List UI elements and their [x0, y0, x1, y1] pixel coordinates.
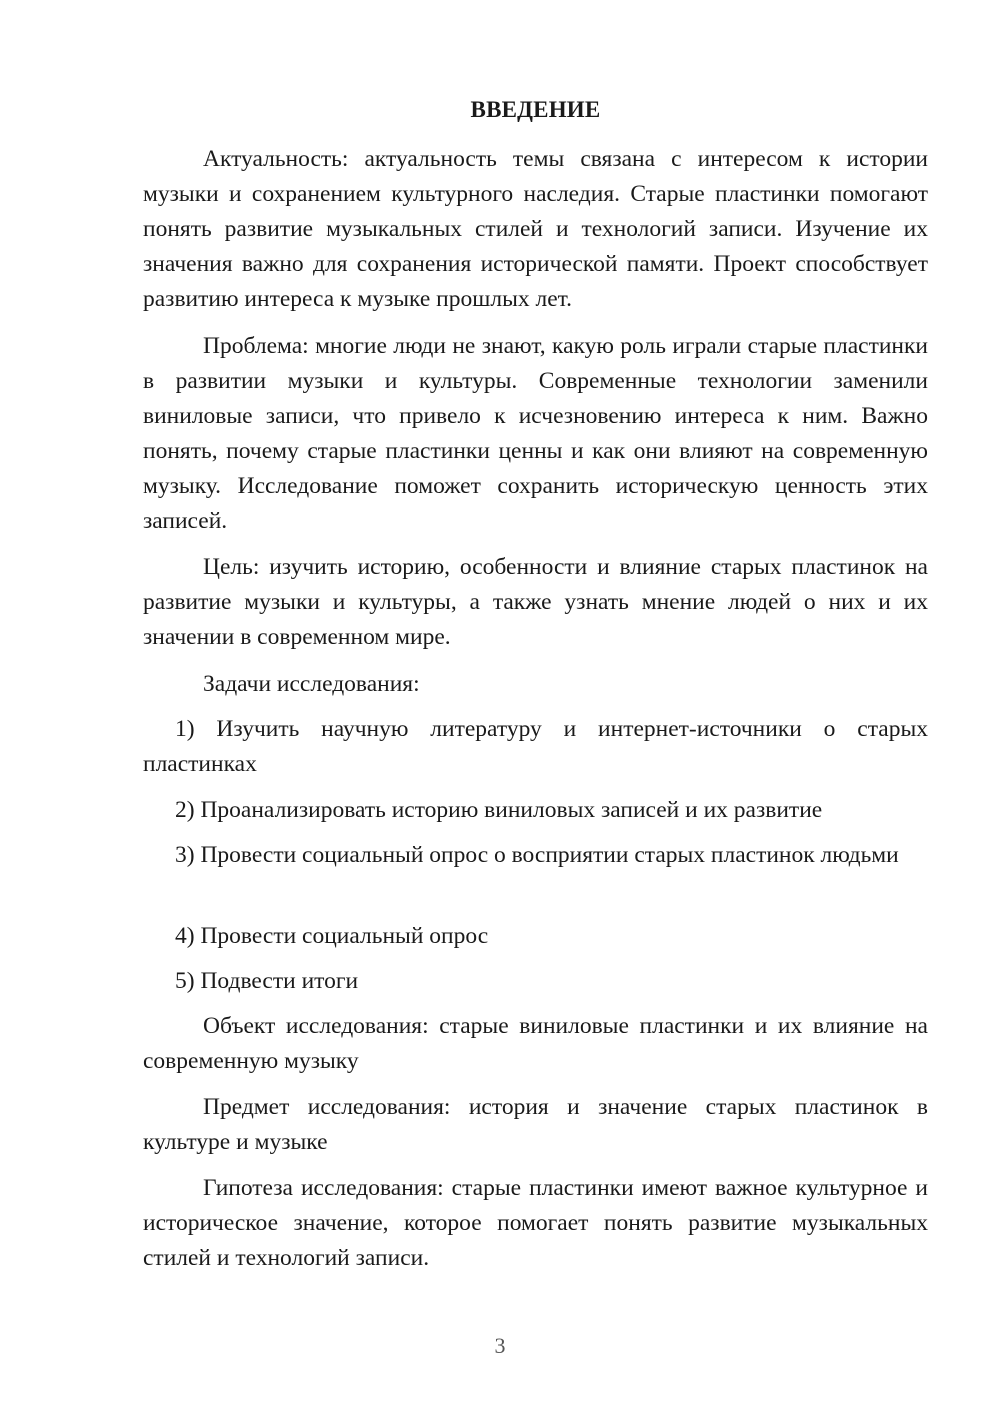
task-item-4: 4) Провести социальный опрос	[175, 923, 489, 949]
page-number: 3	[494, 1333, 506, 1358]
task-item-1: 1) Изучить научную литературу и интернет-источники о старых пластинках	[143, 716, 928, 777]
paragraph-relevance: Актуальность: актуальность темы связана с интересом к истории музыки и сохранением культурного наследия. Старые пластинки помогают понять развитие музыкальных стилей и технологий записи. Изучение их значения важно для сохранения исторической памяти. Проект способствует развитию интереса к музыке прошлых лет.	[143, 146, 928, 312]
page-title: ВВЕДЕНИЕ	[470, 97, 601, 122]
task-item-2: 2) Проанализировать историю виниловых записей и их развитие	[175, 797, 823, 823]
paragraph-goal: Цель: изучить историю, особенности и влияние старых пластинок на развитие музыки и культуры, а также узнать мнение людей о них и их значении в современном мире.	[143, 554, 928, 650]
paragraph-problem: Проблема: многие люди не знают, какую роль играли старые пластинки в развитии музыки и культуры. Современные технологии заменили виниловые записи, что привело к исчезновению интереса к ним. Важно понять, почему старые пластинки ценны и как они влияют на современную музыку. Исследование поможет сохранить историческую ценность этих записей.	[143, 333, 928, 534]
paragraph-object: Объект исследования: старые виниловые пластинки и их влияние на современную музыку	[143, 1013, 928, 1074]
tasks-heading: Задачи исследования:	[203, 671, 420, 697]
task-item-3: 3) Провести социальный опрос о восприятии старых пластинок людьми	[175, 842, 899, 868]
paragraph-hypothesis: Гипотеза исследования: старые пластинки имеют важное культурное и историческое значение, которое помогает понять развитие музыкальных стилей и технологий записи.	[143, 1175, 928, 1271]
paragraph-subject: Предмет исследования: история и значение старых пластинок в культуре и музыке	[143, 1094, 928, 1155]
task-item-5: 5) Подвести итоги	[175, 968, 359, 994]
